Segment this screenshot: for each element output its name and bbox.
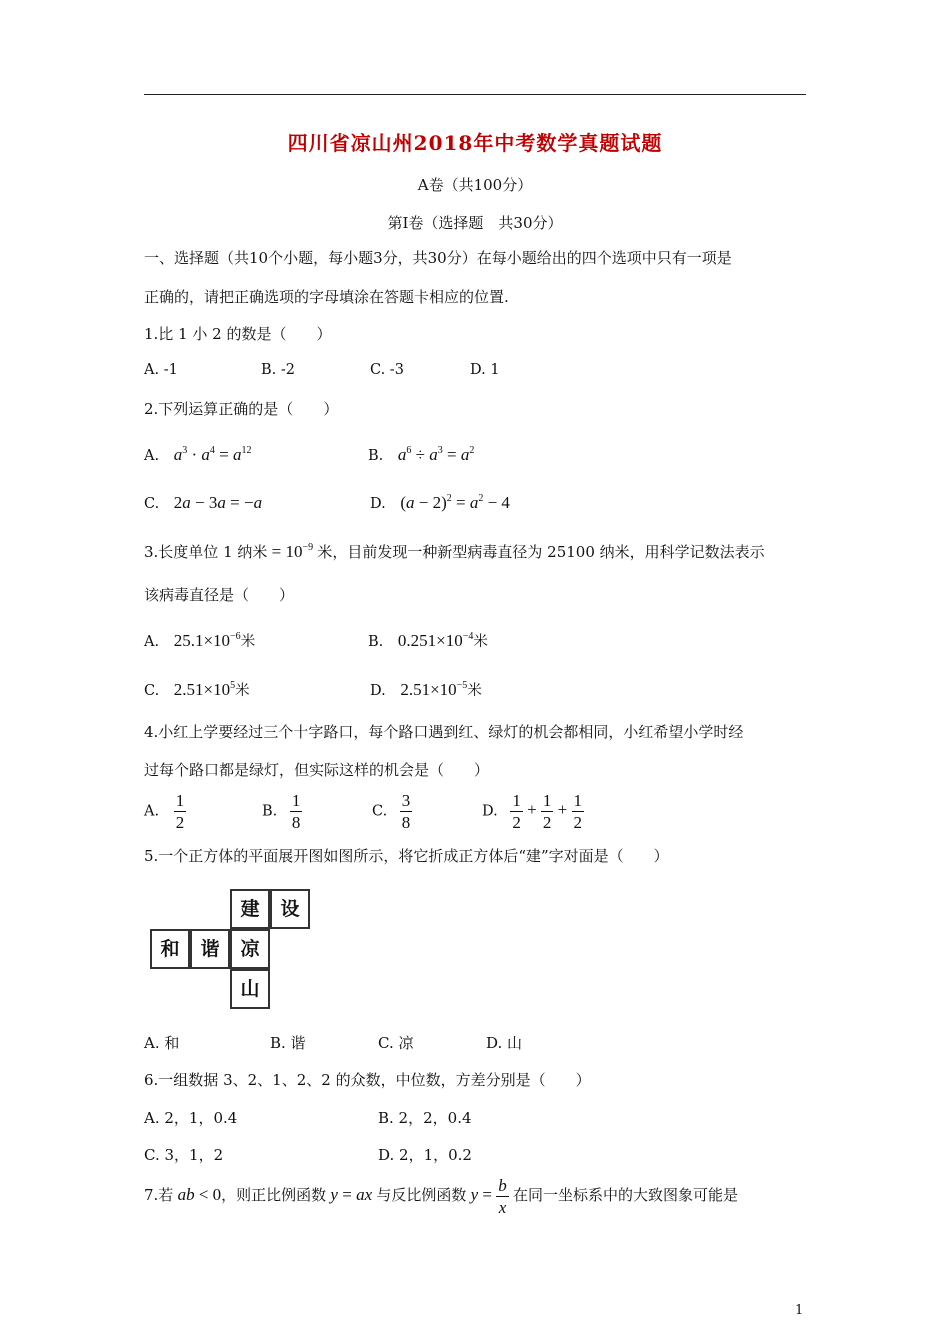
q3-stem-expression: = $10^{-9}$	[267, 542, 314, 561]
q6-option-a: A. 2，1，0.4	[144, 1109, 238, 1127]
q2-option-b-expression: $a^6 \div a^3 = a^2$	[397, 445, 475, 464]
q4-option-c-fraction: $\frac{3}{8}$	[401, 791, 411, 832]
net-cell-she: 设	[270, 889, 310, 929]
header-rule	[144, 94, 806, 95]
question-4-stem-line1: 4.小红上学要经过三个十字路口，每个路口遇到红、绿灯的机会都相同，小红希望小学时经	[144, 723, 744, 741]
q3-option-b	[368, 630, 488, 651]
q7-stem-part1: 7.若	[144, 1186, 174, 1204]
q2-option-a	[144, 445, 251, 465]
question-3-stem-line2: 该病毒直径是（ ）	[144, 586, 295, 604]
q1-option-b: B. -2	[261, 362, 295, 378]
q5-option-b: B. 谐	[270, 1034, 306, 1052]
net-cell-jian: 建	[230, 889, 270, 929]
q7-stem-part2: ，则正比例函数	[221, 1186, 327, 1204]
q3-option-d-expression: $2.51\times 10^{-5}$	[400, 680, 468, 699]
q3-option-c	[144, 679, 250, 700]
q4-option-d	[482, 792, 584, 831]
q6-option-b: B. 2，2，0.4	[378, 1109, 472, 1127]
q1-option-a: A. -1	[144, 362, 178, 378]
q2-option-c-label: C.	[144, 496, 160, 512]
net-cell-liang: 凉	[230, 929, 270, 969]
section-intro-line1: 一、选择题（共10个小题，每小题3分，共30分）在每小题给出的四个选项中只有一项是	[144, 249, 732, 267]
q3-option-c-unit: 米	[235, 683, 250, 699]
q3-option-d	[370, 679, 482, 700]
q7-condition-expression: ab < 0	[177, 1185, 222, 1204]
question-6-stem: 6.一组数据 3、2、1、2、2 的众数，中位数，方差分别是（ ）	[144, 1071, 591, 1089]
q6-option-c: C. 3，1，2	[144, 1146, 224, 1164]
q2-option-d	[370, 493, 510, 513]
q3-option-b-unit: 米	[473, 634, 488, 650]
q3-stem-part2: 米，目前发现一种新型病毒直径为 25100 纳米，用科学记数法表示	[317, 543, 765, 561]
q7-stem-part4: 在同一坐标系中的大致图象可能是	[513, 1186, 739, 1204]
q4-option-b-fraction: $\frac{1}{8}$	[291, 791, 301, 832]
question-3-stem	[144, 542, 765, 562]
q5-option-d: D. 山	[486, 1034, 523, 1052]
q2-option-b-label: B.	[368, 448, 384, 464]
q4-option-c	[372, 792, 412, 831]
q3-option-b-expression: $0.251\times 10^{-4}$	[397, 631, 474, 650]
volume-heading: A卷（共100分）	[417, 176, 533, 194]
net-cell-xie: 谐	[190, 929, 230, 969]
q3-option-a-label: A.	[144, 634, 160, 650]
q3-option-d-label: D.	[370, 683, 386, 699]
q2-option-b	[368, 445, 474, 465]
q4-option-a-label: A.	[144, 803, 160, 820]
q5-option-c: C. 凉	[378, 1034, 414, 1052]
question-5-stem: 5.一个正方体的平面展开图如图所示，将它折成正方体后“建”字对面是（ ）	[144, 847, 669, 865]
question-7-stem	[144, 1175, 738, 1216]
q3-option-c-expression: $2.51\times 10^5$	[173, 680, 236, 699]
q4-option-c-label: C.	[372, 803, 388, 820]
net-cell-he: 和	[150, 929, 190, 969]
q3-option-b-label: B.	[368, 634, 384, 650]
q4-option-a-fraction: $\frac{1}{2}$	[175, 791, 185, 832]
q2-option-c	[144, 493, 262, 513]
q2-option-a-label: A.	[144, 448, 160, 464]
question-2-stem: 2.下列运算正确的是（ ）	[144, 400, 339, 418]
q4-option-d-expression: $\frac{1}{2}$ + $\frac{1}{2}$ + $\frac{1}{2}$	[512, 791, 583, 832]
q4-option-a	[144, 792, 186, 831]
q1-option-d: D. 1	[470, 362, 500, 378]
question-4-stem-line2: 过每个路口都是绿灯，但实际这样的机会是（ ）	[144, 761, 490, 779]
question-1-stem: 1.比 1 小 2 的数是（ ）	[144, 325, 332, 343]
q6-option-d: D. 2，1，0.2	[378, 1146, 472, 1164]
page-number: 1	[795, 1303, 804, 1318]
section-intro-line2: 正确的，请把正确选项的字母填涂在答题卡相应的位置.	[144, 288, 509, 306]
q3-option-a-expression: $25.1\times 10^{-6}$	[173, 631, 241, 650]
q3-option-a	[144, 630, 255, 651]
q3-option-d-unit: 米	[467, 683, 482, 699]
q7-inverse-function: y = $\frac{b}{x}$	[470, 1175, 507, 1217]
q2-option-a-expression: $a^3 \cdot a^4 = a^{12}$	[173, 445, 252, 464]
q4-option-d-label: D.	[482, 803, 498, 820]
net-cell-shan: 山	[230, 969, 270, 1009]
q7-stem-part3: 与反比例函数	[376, 1186, 467, 1204]
q4-option-b-label: B.	[262, 803, 278, 820]
q5-option-a: A. 和	[144, 1034, 180, 1052]
document-title: 四川省凉山州2018年中考数学真题试题	[287, 131, 663, 155]
q4-option-b	[262, 792, 302, 831]
q3-option-a-unit: 米	[240, 634, 256, 650]
q7-linear-function: y = ax	[330, 1185, 373, 1204]
q3-option-c-label: C.	[144, 683, 160, 699]
q2-option-d-label: D.	[370, 496, 386, 512]
q2-option-d-expression: $(a - 2)^2 = a^2 - 4$	[400, 493, 510, 512]
part-heading: 第Ⅰ卷（选择题 共30分）	[387, 214, 563, 232]
q3-stem-part1: 3.长度单位 1 纳米	[144, 543, 268, 561]
q1-option-c: C. -3	[370, 362, 404, 378]
q2-option-c-expression: 2a − 3a = −a	[173, 493, 263, 512]
